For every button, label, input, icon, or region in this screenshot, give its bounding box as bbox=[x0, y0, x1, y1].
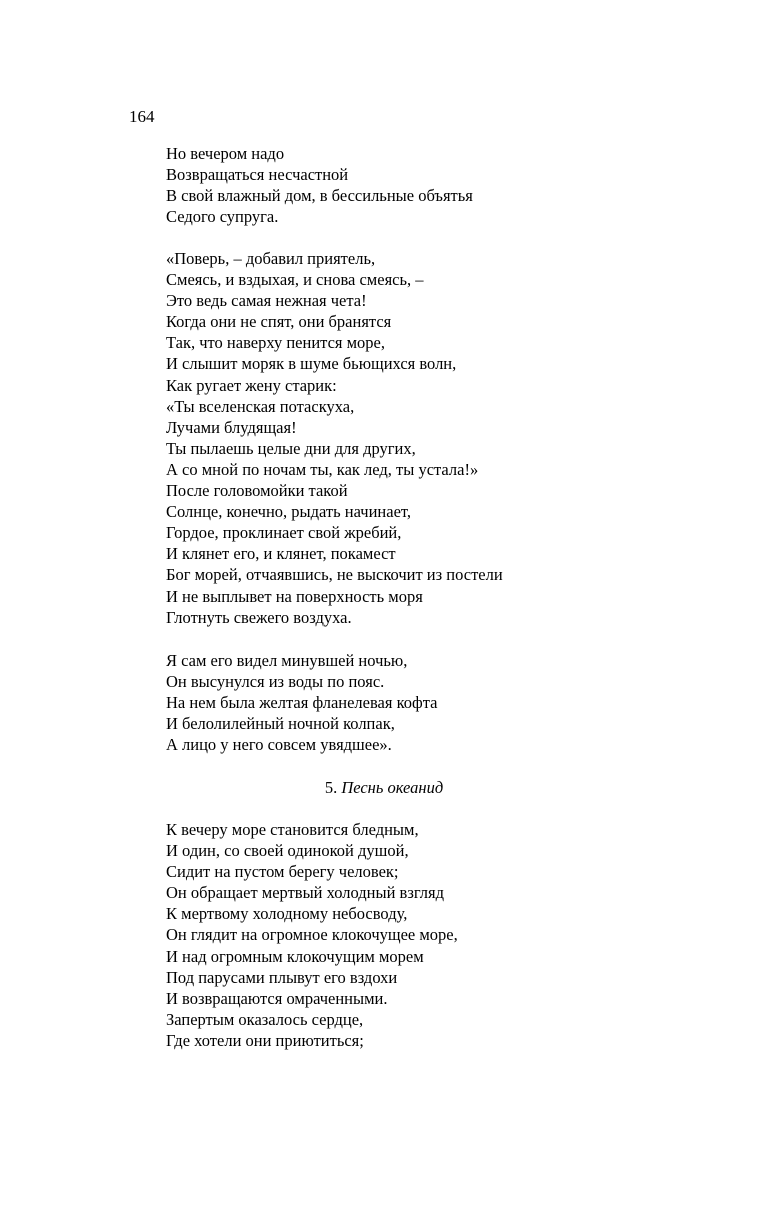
verse-line: И клянет его, и клянет, покамест bbox=[166, 544, 396, 564]
verse-line: Сидит на пустом берегу человек; bbox=[166, 862, 399, 882]
verse-line: И возвращаются омраченными. bbox=[166, 988, 388, 1008]
verse-line: И не выплывет на поверхность моря bbox=[166, 586, 423, 606]
stanza-2 bbox=[166, 248, 726, 628]
stanza-1 bbox=[166, 143, 726, 227]
verse-line: Это ведь самая нежная чета! bbox=[166, 291, 367, 311]
verse-line: И белолилейный ночной колпак, bbox=[166, 714, 395, 734]
verse-line: А со мной по ночам ты, как лед, ты устала!» bbox=[166, 459, 479, 479]
section-heading bbox=[0, 777, 768, 798]
section-title: Песнь океанид bbox=[341, 778, 444, 797]
page-number: 164 bbox=[129, 107, 155, 126]
verse-line: Смеясь, и вздыхая, и снова смеясь, – bbox=[166, 270, 424, 290]
verse-line: Так, что наверху пенится море, bbox=[166, 333, 385, 353]
verse-line: Он глядит на огромное клокочущее море, bbox=[166, 925, 458, 945]
verse-line: На нем была желтая фланелевая кофта bbox=[166, 693, 438, 713]
verse-line: Бог морей, отчаявшись, не выскочит из постели bbox=[166, 565, 503, 585]
verse-line: Запертым оказалось сердце, bbox=[166, 1009, 364, 1029]
section-number: 5. bbox=[324, 778, 338, 797]
verse-line: И один, со своей одинокой душой, bbox=[166, 841, 409, 861]
verse-line: В свой влажный дом, в бессильные объятья bbox=[166, 186, 473, 206]
verse-line: После головомойки такой bbox=[166, 481, 348, 501]
verse-line: Под парусами плывут его вздохи bbox=[166, 967, 398, 987]
verse-line: Но вечером надо bbox=[166, 144, 285, 163]
verse-line: Лучами блудящая! bbox=[166, 417, 297, 437]
verse-line: Ты пылаешь целые дни для других, bbox=[166, 438, 416, 458]
verse-line: И слышит моряк в шуме бьющихся волн, bbox=[166, 354, 457, 374]
verse-line: Он высунулся из воды по пояс. bbox=[166, 672, 385, 692]
stanza-3 bbox=[166, 650, 726, 755]
verse-line: Возвращаться несчастной bbox=[166, 165, 349, 185]
verse-line: «Поверь, – добавил приятель, bbox=[166, 249, 376, 268]
verse-line: Седого супруга. bbox=[166, 207, 279, 227]
verse-line: К вечеру море становится бледным, bbox=[166, 820, 419, 839]
verse-line: «Ты вселенская потаскуха, bbox=[166, 396, 355, 416]
verse-line: И над огромным клокочущим морем bbox=[166, 946, 424, 966]
verse-line: Я сам его видел минувшей ночью, bbox=[166, 651, 408, 670]
verse-line: К мертвому холодному небосводу, bbox=[166, 904, 408, 924]
stanza-4 bbox=[166, 819, 726, 1051]
verse-line: Он обращает мертвый холодный взгляд bbox=[166, 883, 445, 903]
verse-line: Где хотели они приютиться; bbox=[166, 1030, 364, 1050]
verse-line: Глотнуть свежего воздуха. bbox=[166, 607, 352, 627]
verse-line: Когда они не спят, они бранятся bbox=[166, 312, 392, 332]
verse-line: Солнце, конечно, рыдать начинает, bbox=[166, 502, 411, 522]
verse-line: Как ругает жену старик: bbox=[166, 375, 337, 395]
verse-line: Гордое, проклинает свой жребий, bbox=[166, 523, 402, 543]
verse-line: А лицо у него совсем увядшее». bbox=[166, 735, 392, 755]
